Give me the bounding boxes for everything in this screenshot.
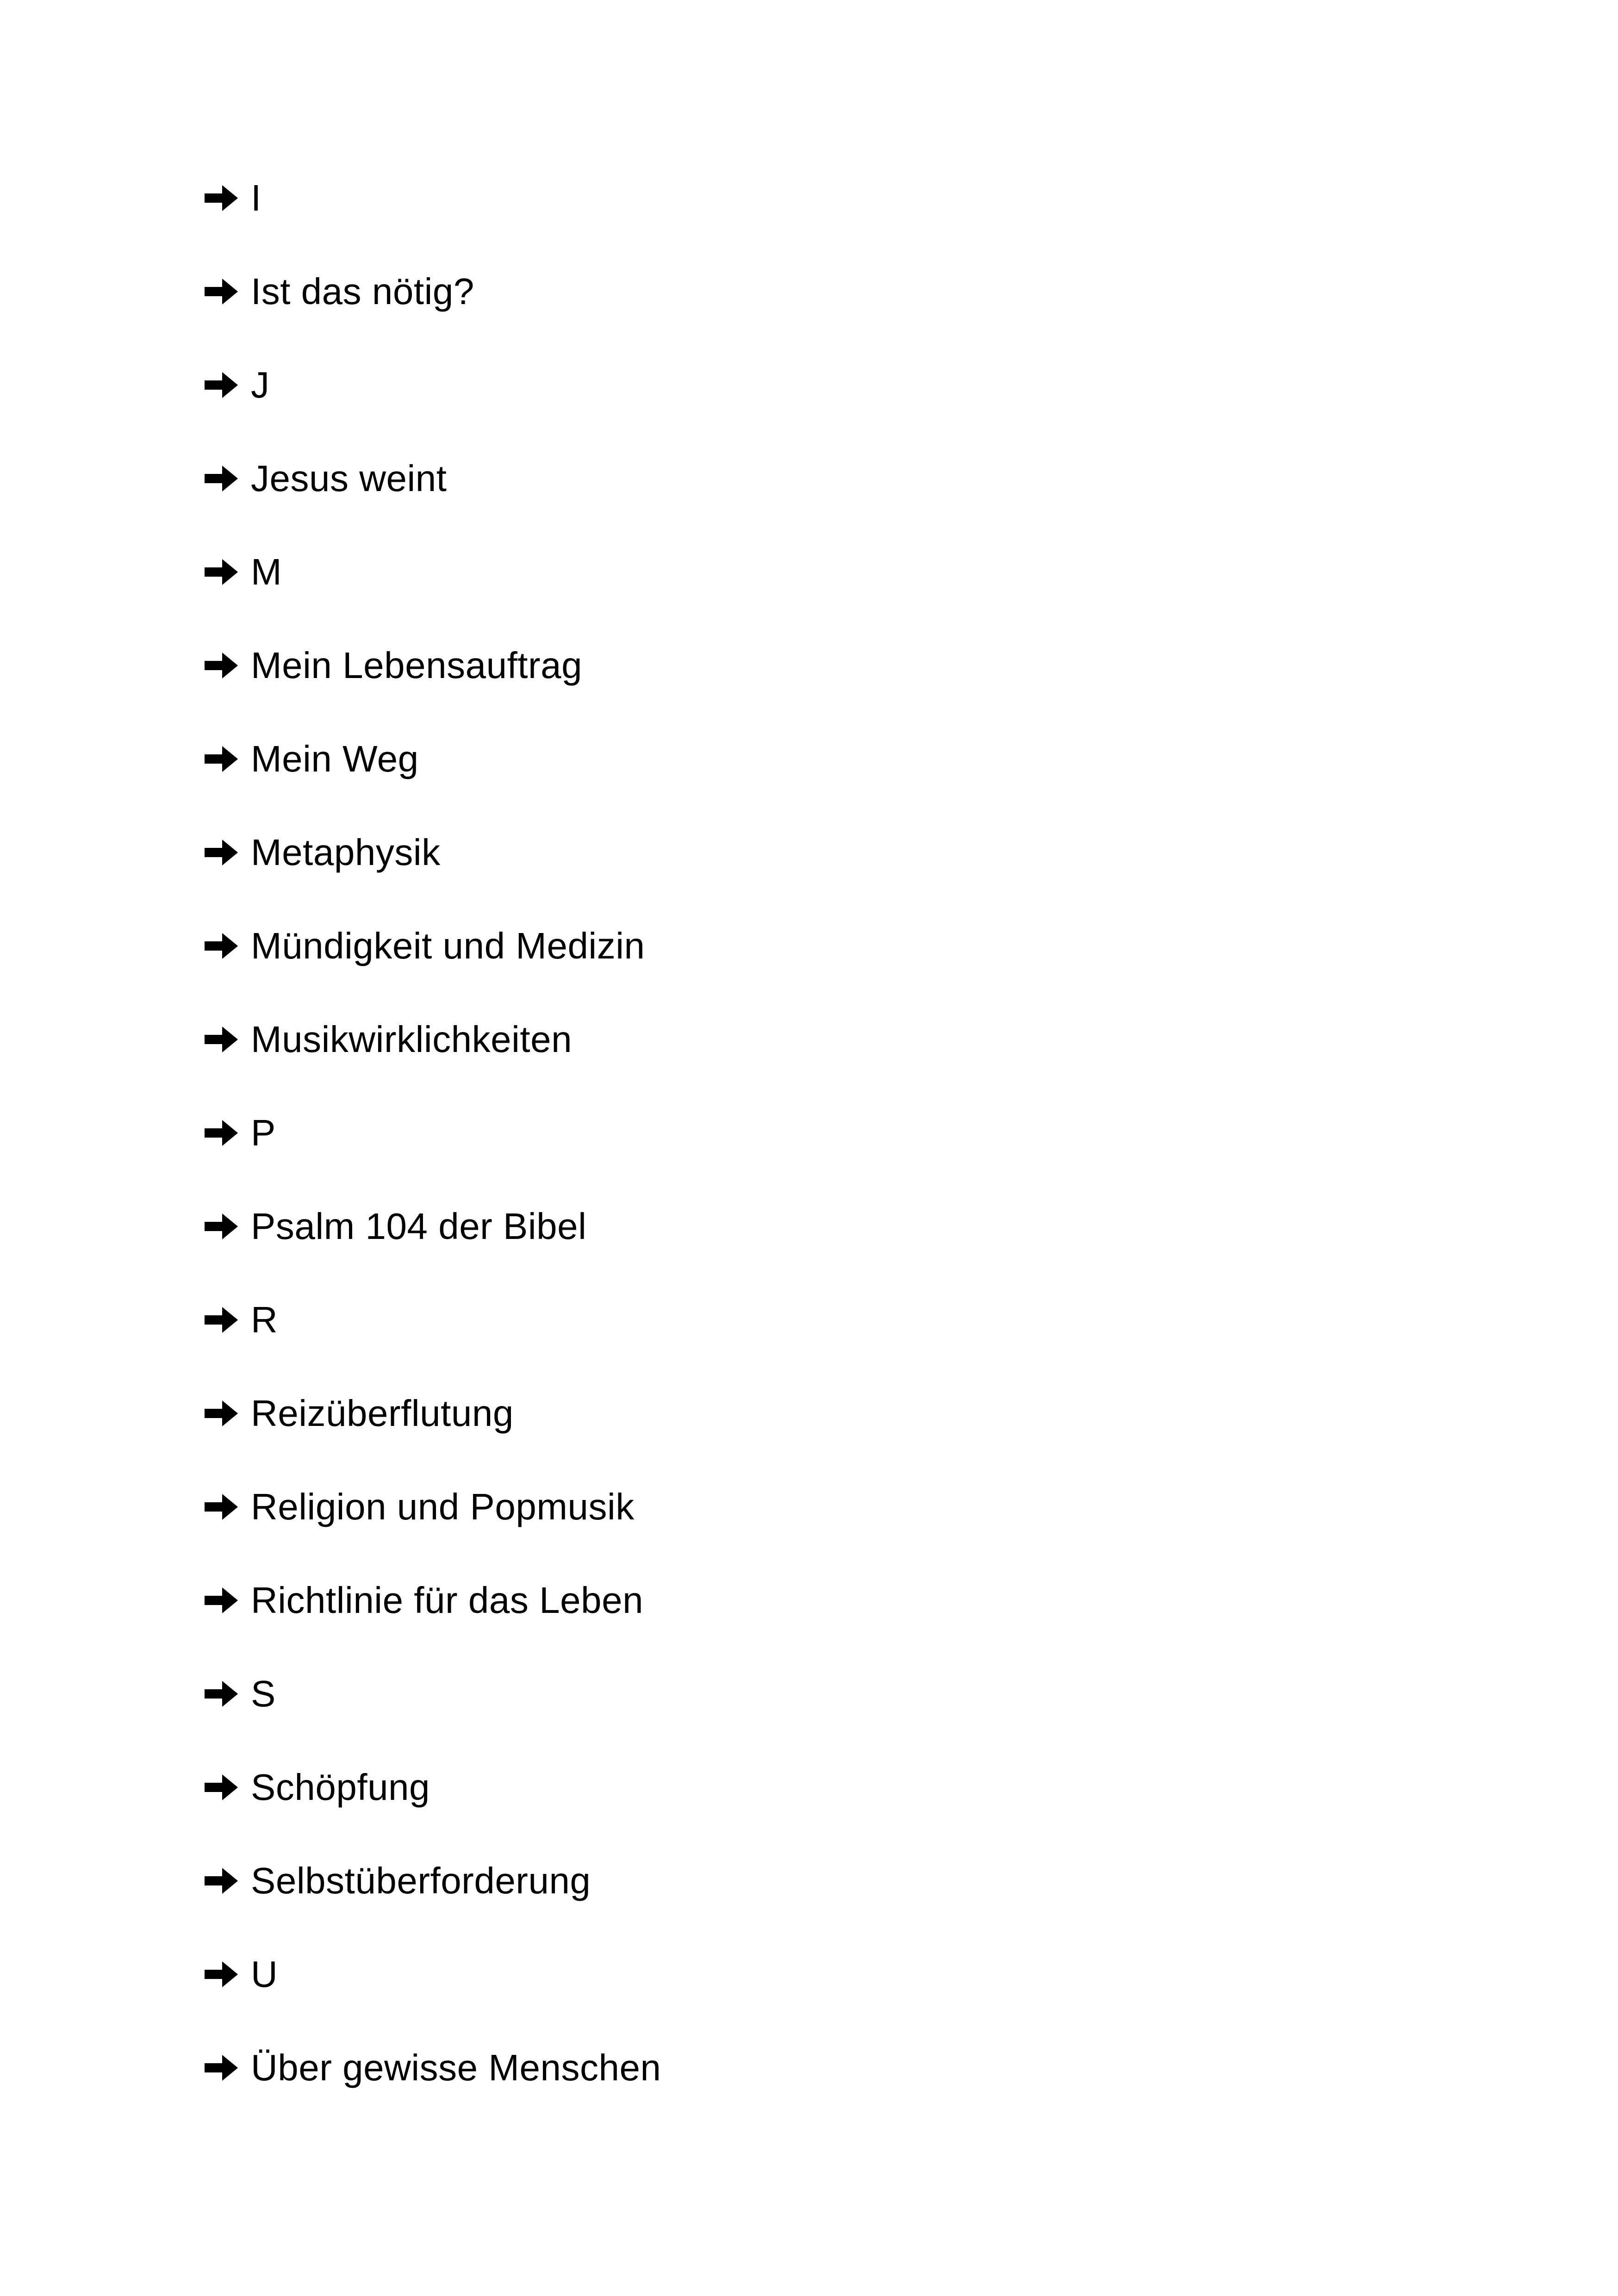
right-arrow-icon bbox=[204, 1679, 239, 1709]
list-item bbox=[204, 1834, 661, 1928]
index-list bbox=[204, 151, 661, 2115]
list-item bbox=[204, 432, 661, 525]
list-item bbox=[204, 245, 661, 338]
list-item bbox=[204, 806, 661, 899]
right-arrow-icon bbox=[204, 370, 239, 400]
list-item bbox=[204, 1460, 661, 1554]
right-arrow-icon bbox=[204, 1492, 239, 1522]
list-item bbox=[204, 151, 661, 245]
list-item bbox=[204, 525, 661, 619]
right-arrow-icon bbox=[204, 464, 239, 493]
entry-label: Mein Lebensauftrag bbox=[251, 645, 583, 686]
right-arrow-icon bbox=[204, 1025, 239, 1054]
entry-label: Reizüberflutung bbox=[251, 1393, 514, 1434]
entry-label: Über gewisse Menschen bbox=[251, 2047, 661, 2088]
entry-label: Jesus weint bbox=[251, 458, 447, 499]
entry-label: S bbox=[251, 1673, 276, 1714]
entry-label: U bbox=[251, 1954, 278, 1995]
list-item bbox=[204, 712, 661, 806]
right-arrow-icon bbox=[204, 1960, 239, 1989]
list-item bbox=[204, 2021, 661, 2115]
right-arrow-icon bbox=[204, 1212, 239, 1241]
right-arrow-icon bbox=[204, 1399, 239, 1428]
entry-label: Musikwirklichkeiten bbox=[251, 1019, 573, 1060]
right-arrow-icon bbox=[204, 1586, 239, 1615]
list-item bbox=[204, 1554, 661, 1647]
list-item bbox=[204, 1180, 661, 1273]
right-arrow-icon bbox=[204, 183, 239, 213]
right-arrow-icon bbox=[204, 1773, 239, 1802]
entry-label: Metaphysik bbox=[251, 832, 441, 873]
entry-label: P bbox=[251, 1112, 276, 1153]
right-arrow-icon bbox=[204, 838, 239, 867]
right-arrow-icon bbox=[204, 651, 239, 680]
list-item bbox=[204, 1741, 661, 1834]
list-item bbox=[204, 619, 661, 712]
right-arrow-icon bbox=[204, 2053, 239, 2083]
entry-label: Schöpfung bbox=[251, 1767, 430, 1808]
list-item bbox=[204, 1928, 661, 2021]
right-arrow-icon bbox=[204, 1866, 239, 1896]
entry-label: Psalm 104 der Bibel bbox=[251, 1206, 587, 1247]
list-item bbox=[204, 899, 661, 993]
right-arrow-icon bbox=[204, 1118, 239, 1148]
right-arrow-icon bbox=[204, 744, 239, 774]
entry-label: I bbox=[251, 177, 261, 218]
entry-label: Richtlinie für das Leben bbox=[251, 1580, 644, 1621]
list-item bbox=[204, 1647, 661, 1741]
entry-label: Religion und Popmusik bbox=[251, 1486, 635, 1527]
entry-label: Selbstüberforderung bbox=[251, 1860, 591, 1901]
entry-label: R bbox=[251, 1299, 278, 1340]
right-arrow-icon bbox=[204, 277, 239, 306]
list-item bbox=[204, 1086, 661, 1180]
list-item bbox=[204, 1367, 661, 1460]
entry-label: Mein Weg bbox=[251, 738, 419, 779]
right-arrow-icon bbox=[204, 1305, 239, 1335]
list-item bbox=[204, 993, 661, 1086]
entry-label: Ist das nötig? bbox=[251, 271, 474, 312]
entry-label: Mündigkeit und Medizin bbox=[251, 925, 645, 966]
list-item bbox=[204, 338, 661, 432]
right-arrow-icon bbox=[204, 557, 239, 587]
entry-label: J bbox=[251, 364, 270, 405]
right-arrow-icon bbox=[204, 931, 239, 961]
entry-label: M bbox=[251, 551, 282, 592]
list-item bbox=[204, 1273, 661, 1367]
